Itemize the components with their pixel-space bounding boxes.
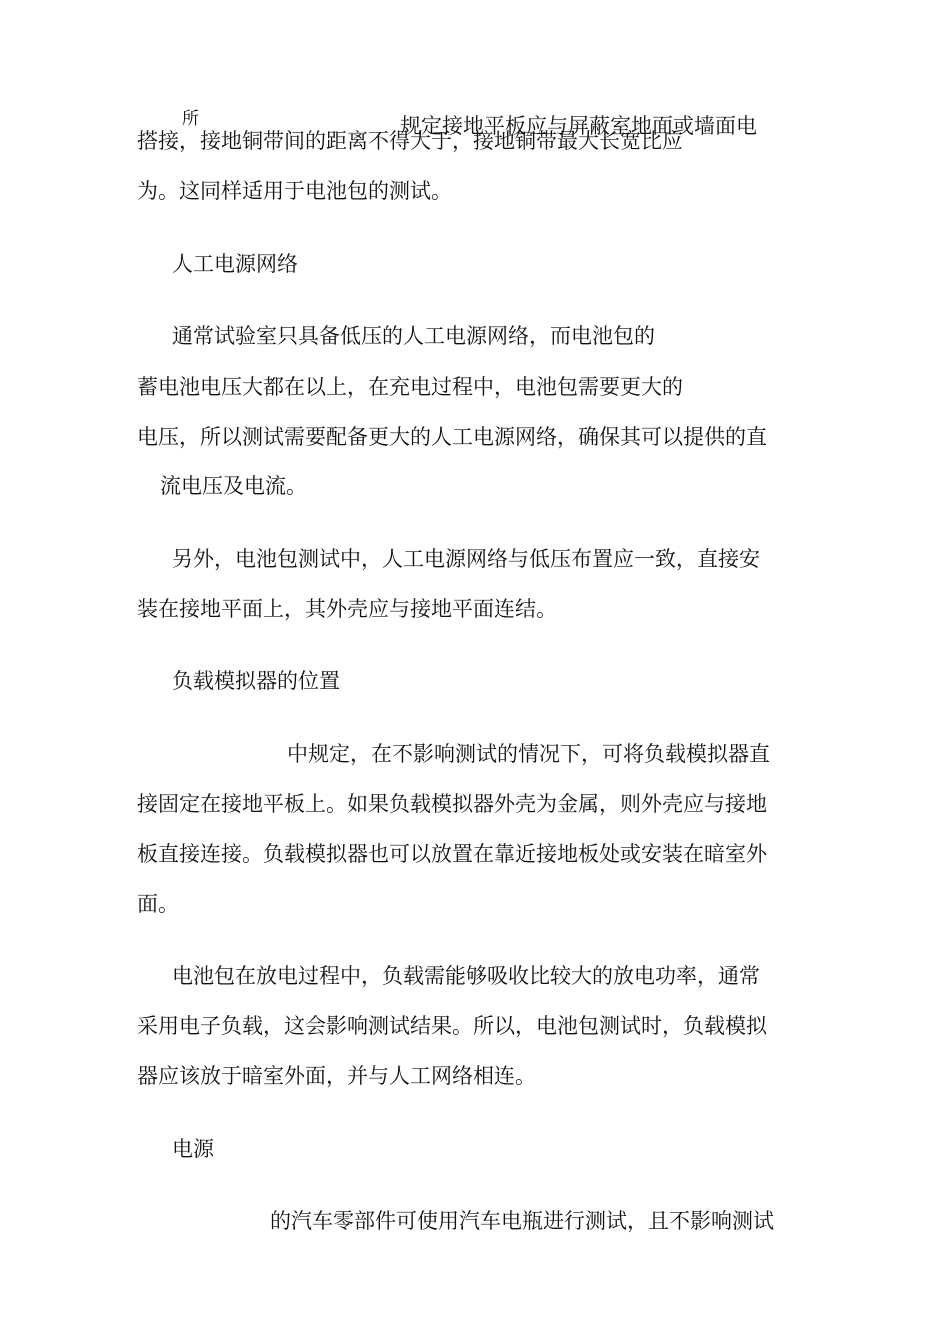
paragraph-line: 电压，所以测试需要配备更大的人工电源网络，确保其可以提供的直 — [137, 425, 767, 449]
paragraph-line: 装在接地平面上，其外壳应与接地平面连结。 — [137, 597, 557, 621]
paragraph-line: 电池包在放电过程中，负载需能够吸收比较大的放电功率，通常 — [172, 964, 760, 988]
paragraph-line: 流电压及电流。 — [160, 474, 307, 498]
section-heading: 负载模拟器的位置 — [172, 669, 340, 693]
paragraph-line: 板直接连接。负载模拟器也可以放置在靠近接地板处或安装在暗室外 — [137, 842, 767, 866]
paragraph-line: 另外，电池包测试中，人工电源网络与低压布置应一致，直接安 — [172, 547, 760, 571]
text-line: 为。这同样适用于电池包的测试。 — [137, 179, 452, 203]
text-line: 搭接，接地铜带间的距离不得大于，接地铜带最大长宽比应 — [137, 129, 683, 153]
text-fragment: 所 — [182, 109, 199, 129]
section-heading: 电源 — [172, 1137, 214, 1161]
paragraph-line: 面。 — [137, 892, 179, 916]
section-heading: 人工电源网络 — [172, 252, 298, 276]
paragraph-line: 中规定，在不影响测试的情况下，可将负载模拟器直 — [287, 742, 770, 766]
paragraph-line: 接固定在接地平板上。如果负载模拟器外壳为金属，则外壳应与接地 — [137, 792, 767, 816]
paragraph-line: 采用电子负载，这会影响测试结果。所以，电池包测试时，负载模拟 — [137, 1014, 767, 1038]
paragraph-line: 的汽车零部件可使用汽车电瓶进行测试，且不影响测试 — [270, 1209, 774, 1233]
text-line-overlap: 规定接地平板应与屏蔽室地面或墙面电 — [400, 114, 757, 138]
paragraph-line: 通常试验室只具备低压的人工电源网络，而电池包的 — [172, 324, 655, 348]
paragraph-line: 蓄电池电压大都在以上，在充电过程中，电池包需要更大的 — [137, 375, 683, 399]
paragraph-line: 器应该放于暗室外面，并与人工网络相连。 — [137, 1064, 536, 1088]
